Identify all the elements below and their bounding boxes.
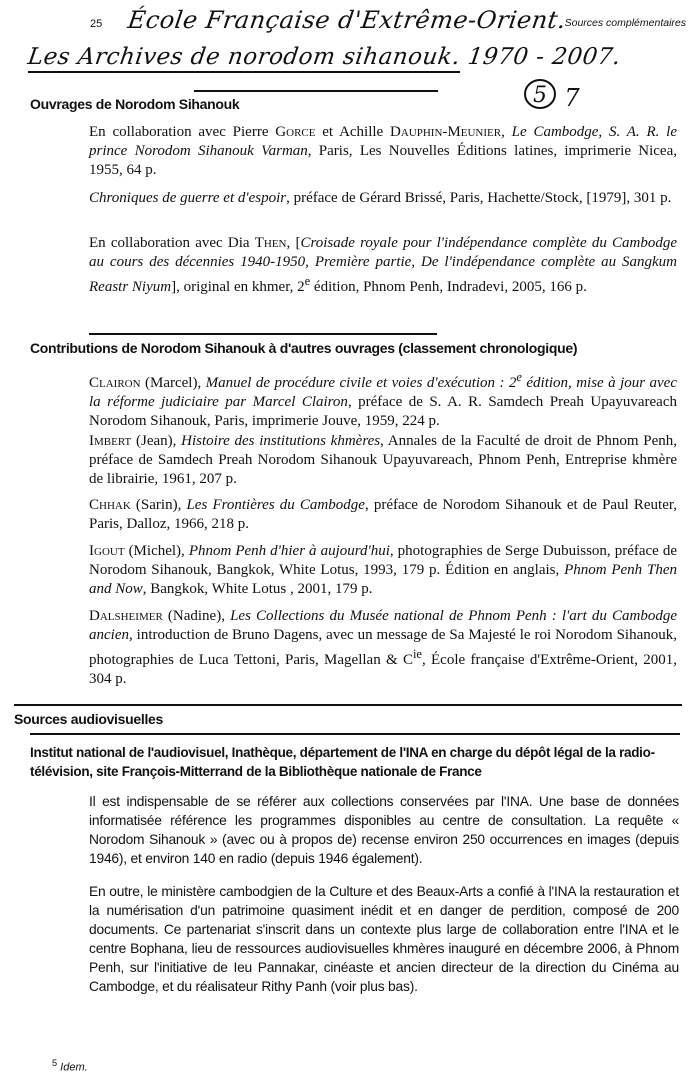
author-name: Chhak [89, 497, 131, 513]
body-paragraph: Il est indispensable de se référer aux collections conservées par l'INA. Une base de données informatisée référence les programmes disponibles au centre de consultation. La requête « Norodom Sihanouk » (avec ou à propos de) recense environ 250 occurrences en images (depuis 1946), et environ 140 en radio (depuis 1946 également). [89, 794, 679, 866]
body-paragraph: En outre, le ministère cambodgien de la Culture et des Beaux-Arts a confié à l'INA la restauration et la numérisation d'un patrimoine quasiment inédit et en danger de perdition, composé de 200 documents. Ce partenariat s'inscrit dans un contexte plus large de collaboration entre l'INA et le centre Bophana, lieu de ressources audiovisuelles khmères inauguré en décembre 2006, à Phnom Penh, sur l'initiative de Ieu Pannakar, cinéaste et ancien directeur de la direction du Cinéma au Cambodge, et du réalisateur Rithy Panh (voir plus bas). [89, 884, 679, 994]
author-name: Gorce [275, 124, 316, 140]
section-rule [89, 333, 437, 335]
bibliography-entry: En collaboration avec Dia Then, [Croisade royale pour l'indépendance complète du Cambodge au cours des décennies 1940-1950, Première partie, De l'indépendance complète au Sangkum Reastr Niyum], original en khmer, 2e édition, Phnom Penh, Indradevi, 2005, 166 p. [89, 235, 678, 295]
bibliography-entry: Clairon (Marcel), Manuel de procédure civile et voies d'exécution : 2e édition, mise à jour avec la réforme judiciaire par Marcel Clairon, préface de S. A. R. Samdech Preah Upayuvareach Norodom Sihanouk, Paris, imprimerie Jouve, 1959, 224 p. [89, 370, 677, 429]
work-title: Phnom Penh d'hier à aujourd'hui [188, 543, 390, 559]
author-name: Dalsheimer [89, 608, 163, 624]
section-heading-contributions: Contributions de Norodom Sihanouk à d'autres ouvrages (classement chronologique) [30, 340, 578, 356]
handwritten-circled-number [522, 76, 592, 116]
author-name: Then [254, 235, 287, 251]
handwritten-mark: 7 [564, 84, 580, 112]
work-title: Les Collections du Musée national de Phnom Penh : l'art du Cambodge ancien [89, 608, 677, 643]
handwritten-archive-title: Les Archives de norodom sihanouk. 1970 - 2007. [26, 44, 623, 70]
work-title: Manuel de procédure civile et voies d'exécution : 2e édition, mise à jour avec la réforme judiciaire par Marcel Clairon [89, 370, 677, 410]
footnote-marker: 5 [52, 1058, 58, 1068]
page-number: 25 [90, 18, 103, 30]
bibliography-entry: Chhak (Sarin), Les Frontières du Cambodge, préface de Norodom Sihanouk et de Paul Reuter, Paris, Dalloz, 1966, 218 p. [89, 497, 678, 532]
bibliography-entry: Imbert (Jean), Histoire des institutions khmères, Annales de la Faculté de droit de Phnom Penh, préface de Samdech Preah Norodom Sihanouk Upayuvareach, Phnom Penh, Entreprise khmère de librairie, 1961, 207 p. [89, 433, 677, 487]
section-heading-audiovisuelles: Sources audiovisuelles [14, 711, 164, 727]
work-title: Histoire des institutions khmères [181, 433, 381, 449]
work-title: Croisade royale pour l'indépendance complète du Cambodge au cours des décennies 1940-1950, Première partie, De l'indépendance complète au Sangkum Reastr Niyum [89, 235, 678, 295]
section-rule [14, 704, 682, 706]
subsection-rule [30, 733, 680, 735]
bibliography-entry: Dalsheimer (Nadine), Les Collections du Musée national de Phnom Penh : l'art du Cambodge ancien, introduction de Bruno Dagens, avec un message de Sa Majesté le roi Norodom Sihanouk, photographies de Luca Tettoni, Paris, Magellan & $C^{ie}$, École française d'Extrême-Orient, 2001, 304 p. [89, 608, 677, 687]
bibliography-entry: Chroniques de guerre et d'espoir, préface de Gérard Brissé, Paris, Hachette/Stock, [1979], 301 p. [89, 190, 672, 206]
footnote-text: Idem. [60, 1061, 88, 1074]
running-head: Sources complémentaires [564, 17, 686, 29]
bibliography-entry: Igout (Michel), Phnom Penh d'hier à aujourd'hui, photographies de Serge Dubuisson, préface de Norodom Sihanouk, Bangkok, White Lotus, 1993, 179 p. Édition en anglais, Phnom Penh Then and Now, Bangkok, White Lotus , 2001, 179 p. [89, 543, 677, 597]
footnote [52, 1058, 88, 1074]
work-title: Phnom Penh Then and Now [89, 562, 677, 597]
handwritten-underline [28, 71, 460, 73]
author-name: Clairon [89, 375, 141, 391]
circled-number-text: 5 [533, 83, 547, 108]
work-title: Chroniques de guerre et d'espoir [89, 190, 287, 206]
subsection-heading-ina: Institut national de l'audiovisuel, Inathèque, département de l'INA en charge du dépôt légal de la radio-télévision, site François-Mitterrand de la Bibliothèque nationale de France [30, 745, 655, 779]
section-rule [194, 90, 438, 92]
author-name: Dauphin-Meunier [390, 124, 502, 140]
work-title: Les Frontières du Cambodge [186, 497, 365, 513]
bibliography-entry: En collaboration avec Pierre Gorce et Achille Dauphin-Meunier, Le Cambodge, S. A. R. le prince Norodom Sihanouk Varman, Paris, Les Nouvelles Éditions latines, imprimerie Nicea, 1955, 64 p. [89, 124, 678, 178]
work-title: Le Cambodge, S. A. R. le prince Norodom Sihanouk Varman [89, 124, 678, 159]
author-name: Imbert [89, 433, 132, 449]
author-name: Igout [89, 543, 125, 559]
handwritten-institution: École Française d'Extrême-Orient. [126, 6, 569, 34]
section-heading-ouvrages: Ouvrages de Norodom Sihanouk [30, 96, 240, 112]
